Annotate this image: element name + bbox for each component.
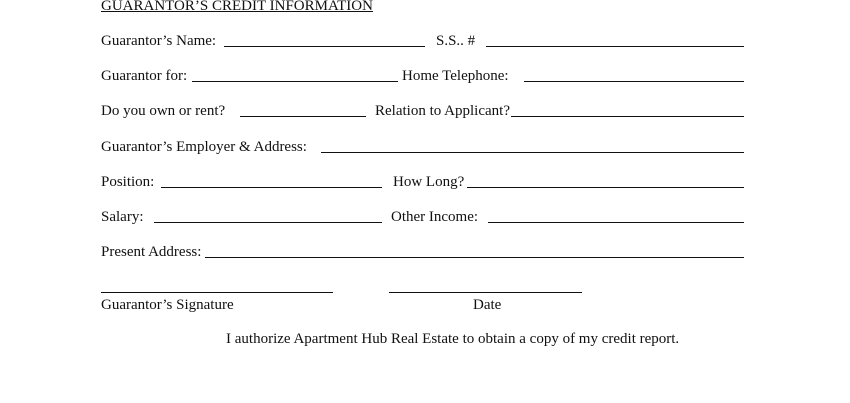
employer-address-label: Guarantor’s Employer & Address:: [101, 139, 307, 155]
own-or-rent-label: Do you own or rent?: [101, 103, 226, 119]
salary-field[interactable]: [154, 222, 382, 223]
guarantor-name-field[interactable]: [224, 46, 425, 47]
present-address-label: Present Address:: [101, 244, 202, 260]
relation-to-applicant-label: Relation to Applicant?: [375, 103, 510, 119]
how-long-field[interactable]: [467, 187, 744, 188]
guarantor-name-label: Guarantor’s Name:: [101, 33, 217, 49]
how-long-label: How Long?: [393, 174, 465, 190]
date-label: Date: [473, 297, 502, 313]
present-address-field[interactable]: [205, 257, 744, 258]
own-or-rent-field[interactable]: [240, 116, 366, 117]
guarantor-for-field[interactable]: [192, 81, 398, 82]
form-title: GUARANTOR’S CREDIT INFORMATION: [101, 0, 373, 14]
guarantor-for-label: Guarantor for:: [101, 68, 188, 84]
salary-label: Salary:: [101, 209, 144, 225]
employer-address-field[interactable]: [321, 152, 744, 153]
home-telephone-label: Home Telephone:: [402, 68, 509, 84]
ss-number-label: S.S.. #: [436, 33, 476, 49]
signature-label: Guarantor’s Signature: [101, 297, 234, 313]
home-telephone-field[interactable]: [524, 81, 744, 82]
other-income-field[interactable]: [488, 222, 744, 223]
signature-field[interactable]: [101, 292, 333, 293]
position-field[interactable]: [161, 187, 382, 188]
other-income-label: Other Income:: [391, 209, 479, 225]
ss-number-field[interactable]: [486, 46, 744, 47]
relation-to-applicant-field[interactable]: [511, 116, 744, 117]
position-label: Position:: [101, 174, 155, 190]
date-field[interactable]: [389, 292, 582, 293]
authorization-text: I authorize Apartment Hub Real Estate to obtain a copy of my credit report.: [226, 331, 680, 347]
